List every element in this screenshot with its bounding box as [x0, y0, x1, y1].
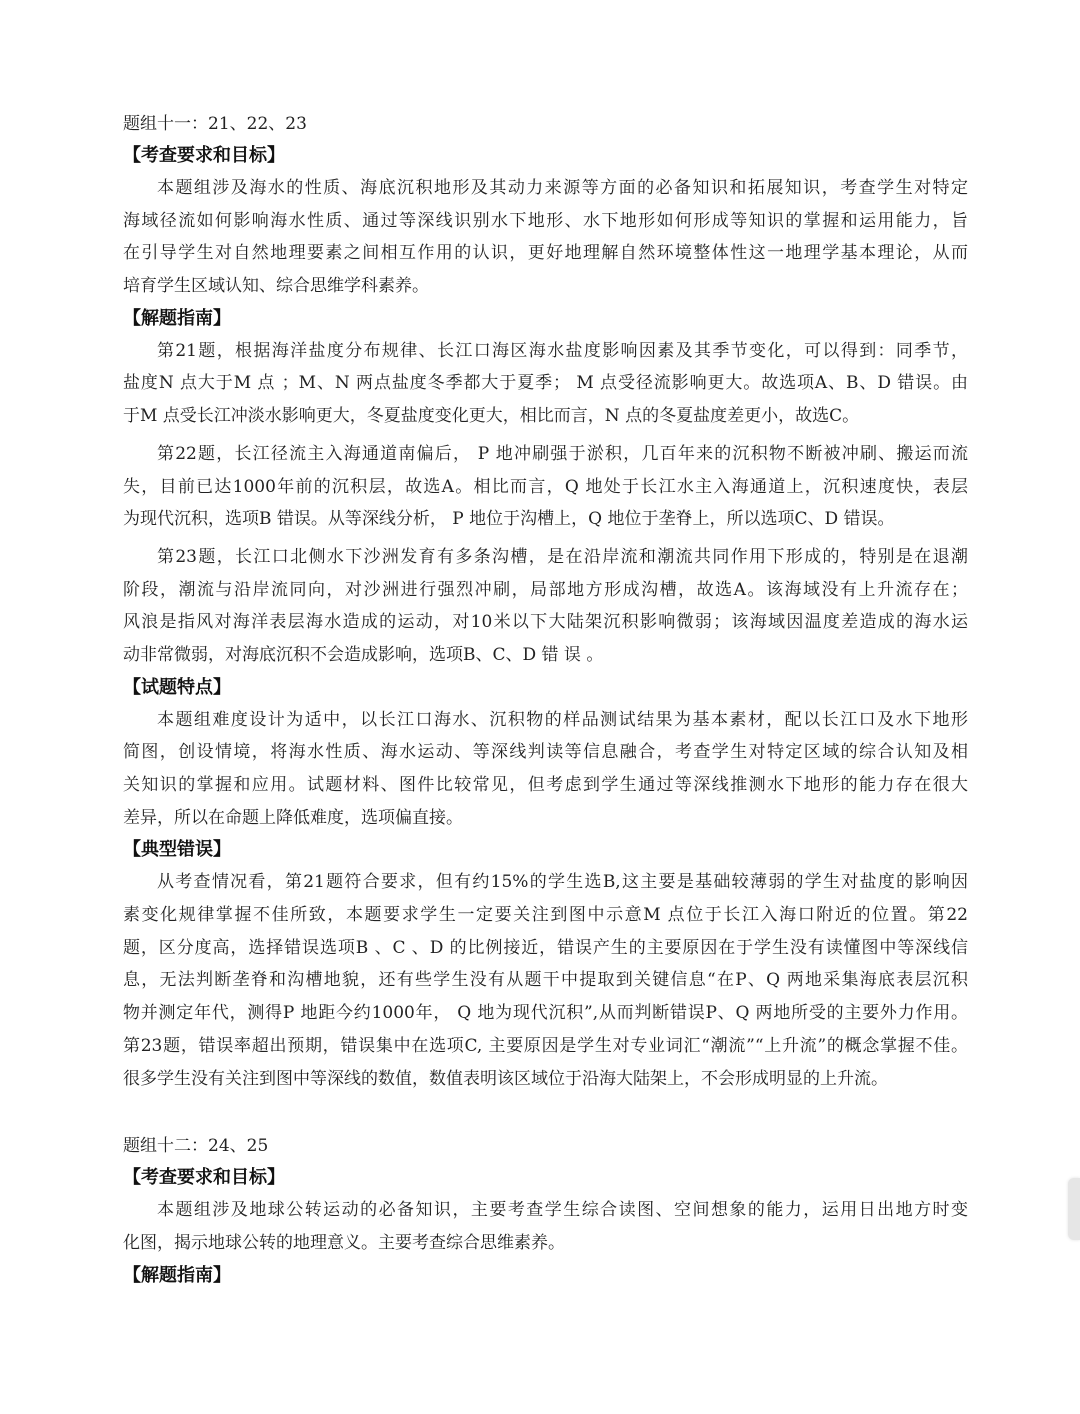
section-heading: 【解题指南】 — [123, 307, 231, 329]
question-group-title: 题组十二：24、25 — [123, 1136, 269, 1157]
section-heading: 【考查要求和目标】 — [123, 145, 285, 166]
text-line: 素变化规律掌握不佳所致，本题要求学生一定要关注到图中示意M 点位于长江入海口附近的位置。第22 — [123, 905, 968, 926]
text-line: 盐度N 点大于M 点 ；M、N 两点盐度冬季都大于夏季； M 点受径流影响更大。故选项A、B、D 错误。由 — [123, 373, 968, 394]
text-line: 题，区分度高，选择错误选项B 、C 、D 的比例接近，错误产生的主要原因在于学生没有读懂图中等深线信 — [123, 937, 968, 958]
text-line: 化图，揭示地球公转的地理意义。主要考查综合思维素养。 — [123, 1232, 565, 1253]
text-line: 动非常微弱，对海底沉积不会造成影响，选项B、C、D 错 误 。 — [123, 644, 604, 665]
text-line: 于M 点受长江冲淡水影响更大，冬夏盐度变化更大，相比而言，N 点的冬夏盐度差更小，故选C。 — [123, 406, 860, 427]
text-line: 差异，所以在命题上降低难度，选项偏直接。 — [123, 807, 463, 828]
paragraph — [123, 866, 968, 1095]
text-line: 本题组涉及海水的性质、海底沉积地形及其动力来源等方面的必备知识和拓展知识，考查学生对特定 — [157, 178, 968, 198]
text-line: 关知识的掌握和应用。试题材料、图件比较常见，但考虑到学生通过等深线推测水下地形的能力存在很大 — [123, 775, 968, 795]
text-line: 失，目前已达1000年前的沉积层，故选A。相比而言，Q 地处于长江水主入海通道上，沉积速度快，表层 — [123, 476, 968, 497]
text-line: 息，无法判断垄脊和沟槽地貌，还有些学生没有从题干中提取到关键信息“在P、Q 两地采集海底表层沉积 — [123, 970, 968, 991]
text-line: 培育学生区域认知、综合思维学科素养。 — [123, 276, 429, 297]
text-line: 为现代沉积，选项B 错误。从等深线分析， P 地位于沟槽上，Q 地位于垄脊上，所以选项C、D 错误。 — [123, 509, 895, 530]
scroll-indicator[interactable] — [1068, 1178, 1080, 1240]
question-group-title: 题组十一：21、22、23 — [123, 114, 307, 134]
section-heading: 【考查要求和目标】 — [123, 1167, 285, 1189]
text-line: 在引导学生对自然地理要素之间相互作用的认识，更好地理解自然环境整体性这一地理学基本理论，从而 — [123, 243, 968, 264]
text-line: 第23题，错误率超出预期，错误集中在选项C, 主要原因是学生对专业词汇“潮流”“上升流”的概念掌握不佳。 — [123, 1035, 968, 1056]
text-line: 第23题，长江口北侧水下沙洲发育有多条沟槽，是在沿岸流和潮流共同作用下形成的，特别是在退潮 — [157, 546, 968, 567]
paragraph — [123, 1194, 968, 1259]
text-line: 很多学生没有关注到图中等深线的数值，数值表明该区域位于沿海大陆架上，不会形成明显的上升流。 — [123, 1068, 888, 1089]
paragraph — [123, 438, 968, 536]
text-line: 从考查情况看，第21题符合要求，但有约15%的学生选B,这主要是基础较薄弱的学生对盐度的影响因 — [157, 872, 968, 893]
text-line: 海域径流如何影响海水性质、通过等深线识别水下地形、水下地形如何形成等知识的掌握和运用能力，旨 — [123, 210, 968, 231]
text-line: 第22题，长江径流主入海通道南偏后， P 地冲刷强于淤积，几百年来的沉积物不断被冲刷、搬运而流 — [157, 443, 968, 464]
section-heading: 【解题指南】 — [123, 1264, 231, 1286]
text-line: 风浪是指风对海洋表层海水造成的运动，对10米以下大陆架沉积影响微弱；该海域因温度差造成的海水运 — [123, 612, 968, 633]
paragraph — [123, 704, 968, 835]
text-line: 第21题，根据海洋盐度分布规律、长江口海区海水盐度影响因素及其季节变化，可以得到：同季节， — [157, 340, 968, 361]
text-line: 物并测定年代，测得P 地距今约1000年， Q 地为现代沉积”,从而判断错误P、Q 两地所受的主要外力作用。 — [123, 1003, 968, 1024]
text-line: 简图，创设情境，将海水性质、海水运动、等深线判读等信息融合，考查学生对特定区域的综合认知及相 — [123, 742, 968, 763]
paragraph — [123, 172, 968, 303]
section-heading: 【试题特点】 — [123, 676, 231, 698]
document-page — [123, 108, 968, 1292]
paragraph — [123, 541, 968, 672]
text-line: 本题组难度设计为适中，以长江口海水、沉积物的样品测试结果为基本素材，配以长江口及水下地形 — [157, 709, 968, 730]
section-heading: 【典型错误】 — [123, 839, 231, 861]
text-line: 本题组涉及地球公转运动的必备知识，主要考查学生综合读图、空间想象的能力，运用日出地方时变 — [157, 1200, 968, 1221]
text-line: 阶段，潮流与沿岸流同向，对沙洲进行强烈冲刷，局部地方形成沟槽，故选A。该海域没有上升流存在； — [123, 579, 968, 600]
paragraph — [123, 335, 968, 433]
